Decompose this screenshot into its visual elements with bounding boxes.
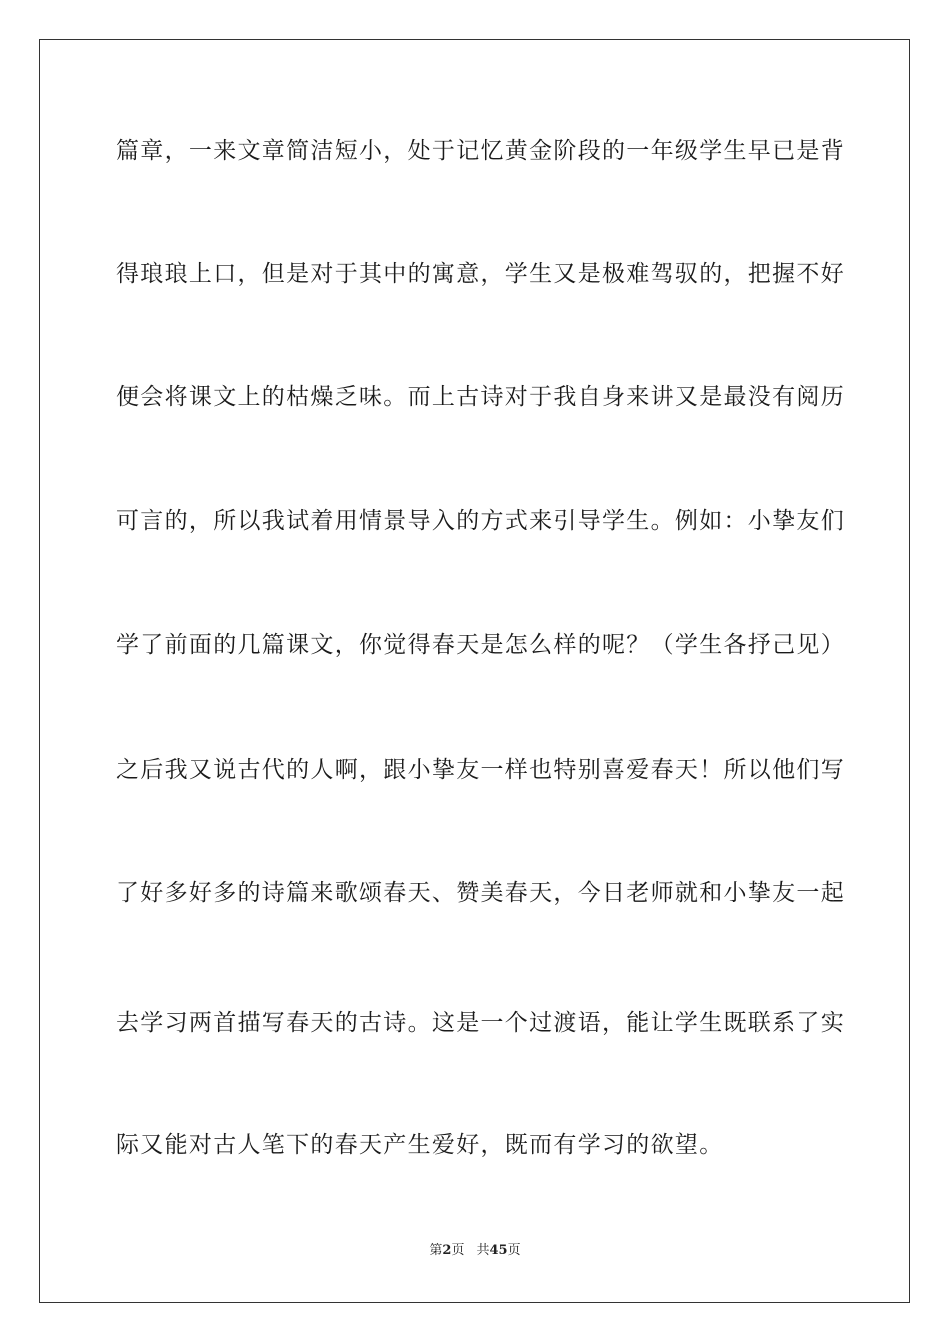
total-prefix: 共 bbox=[476, 1243, 490, 1258]
text-line: 便会将课文上的枯燥乏味。而上古诗对于我自身来讲又是最没有阅历 bbox=[116, 384, 845, 410]
text-line: 际又能对古人笔下的春天产生爱好，既而有学习的欲望。 bbox=[116, 1132, 724, 1158]
text-line: 了好多好多的诗篇来歌颂春天、赞美春天，今日老师就和小挚友一起 bbox=[116, 880, 845, 906]
page-footer bbox=[0, 1243, 950, 1259]
page-border bbox=[39, 39, 910, 1303]
page-suffix: 页 bbox=[451, 1243, 465, 1258]
text-line: 得琅琅上口，但是对于其中的寓意，学生又是极难驾驭的，把握不好 bbox=[116, 261, 845, 287]
page-prefix: 第 bbox=[429, 1243, 443, 1258]
text-line: 学了前面的几篇课文，你觉得春天是怎么样的呢？（学生各抒己见） bbox=[116, 632, 845, 658]
text-line: 之后我又说古代的人啊，跟小挚友一样也特别喜爱春天！所以他们写 bbox=[116, 757, 845, 783]
text-line: 篇章，一来文章简洁短小，处于记忆黄金阶段的一年级学生早已是背 bbox=[116, 138, 845, 164]
text-line: 可言的，所以我试着用情景导入的方式来引导学生。例如：小挚友们 bbox=[116, 508, 845, 534]
text-line: 去学习两首描写春天的古诗。这是一个过渡语，能让学生既联系了实 bbox=[116, 1010, 845, 1036]
page-number: 2 bbox=[442, 1243, 452, 1258]
total-suffix: 页 bbox=[507, 1243, 521, 1258]
total-pages: 45 bbox=[489, 1243, 508, 1258]
